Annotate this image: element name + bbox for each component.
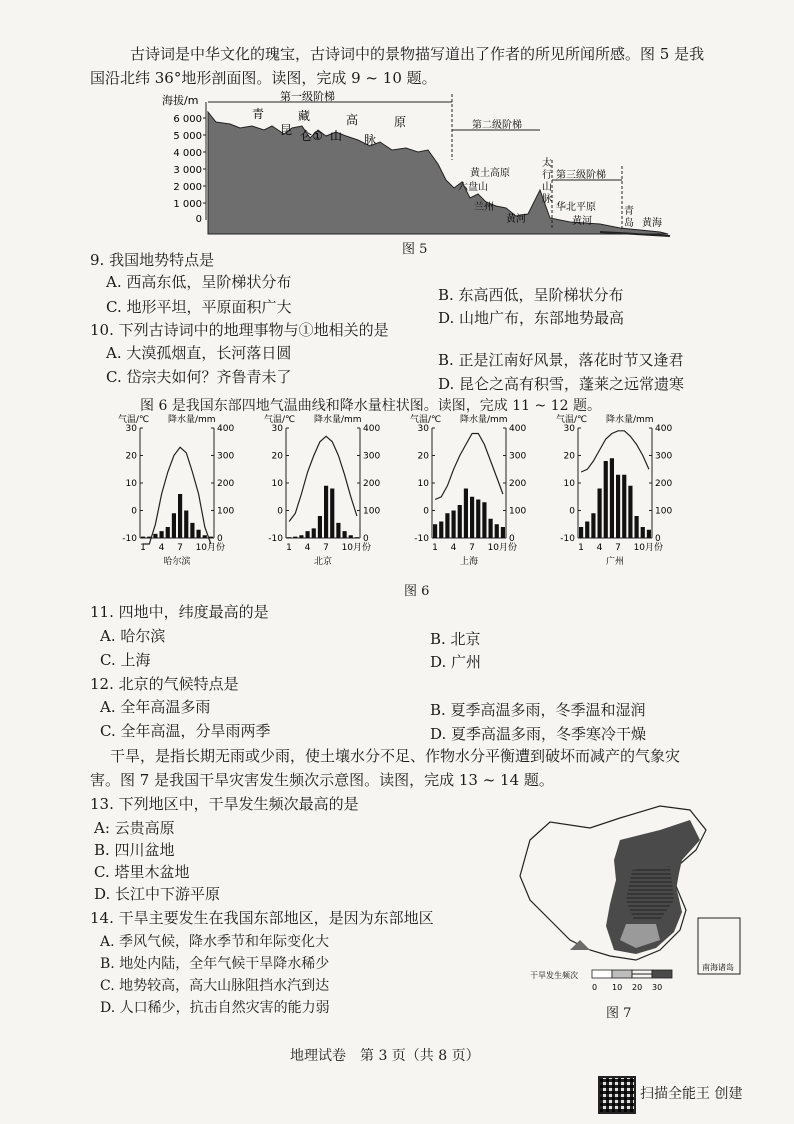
x-tick: 4	[596, 543, 603, 553]
temp-axis-label: 气温/℃	[118, 415, 150, 425]
left-tick: 20	[417, 451, 429, 462]
right-tick: 100	[363, 506, 381, 517]
precip-axis-label: 降水量/mm	[314, 415, 362, 425]
legend-label: 干旱发生频次	[530, 971, 578, 980]
fig5-label: 岛	[624, 218, 634, 229]
terrain-profile-figure	[160, 90, 680, 250]
left-tick: 10	[271, 479, 283, 489]
q13-option-a[interactable]: A: 云贵高原	[94, 819, 175, 837]
precip-axis-label: 降水量/mm	[460, 415, 508, 425]
precip-bar	[172, 513, 176, 538]
q11-option-a[interactable]: A. 哈尔滨	[100, 627, 166, 645]
left-tick: 30	[563, 424, 575, 434]
temp-axis-label: 气温/℃	[410, 415, 442, 425]
x-tick: 1	[432, 543, 438, 553]
precip-bar	[622, 475, 626, 538]
left-tick: 20	[271, 451, 283, 462]
q11-option-c[interactable]: C. 上海	[100, 651, 151, 669]
city-name: 广州	[605, 557, 625, 567]
temperature-curve	[435, 434, 503, 500]
right-tick: 200	[655, 479, 673, 489]
fig5-ytick: 4 000	[173, 148, 202, 159]
precip-bar	[641, 527, 645, 538]
q13-option-d[interactable]: D. 长江中下游平原	[94, 885, 221, 903]
precip-bar	[610, 458, 614, 538]
fig5-ylabel: 海拔/m	[162, 94, 199, 107]
q14-option-a[interactable]: A. 季风气候，降水季节和年际变化大	[100, 934, 330, 950]
precip-bar	[343, 531, 347, 538]
temperature-curve	[289, 436, 357, 521]
legend-swatch	[592, 970, 612, 978]
precip-bar	[160, 531, 164, 538]
q9-option-c[interactable]: C. 地形平坦，平原面积广大	[106, 298, 292, 316]
fig5-label: 脉	[364, 133, 377, 147]
fig6-caption: 图 6	[404, 584, 430, 599]
temperature-curve	[143, 447, 211, 544]
fig5-label: 行	[542, 170, 552, 181]
right-tick: 100	[509, 506, 527, 517]
fig5-label: 原	[394, 115, 407, 129]
fig5-label: 黄土高原	[470, 168, 510, 179]
left-tick: 20	[563, 451, 575, 462]
precip-bar	[318, 516, 322, 538]
left-tick: 10	[563, 479, 575, 489]
right-tick: 300	[217, 451, 235, 462]
climate-chart-北京	[264, 414, 380, 567]
x-tick: 10月份	[633, 543, 664, 553]
x-tick: 1	[286, 543, 292, 553]
climate-chart-上海	[410, 414, 526, 567]
x-tick: 10月份	[195, 543, 226, 553]
fig5-ytick: 3 000	[173, 165, 202, 176]
fig5-label-circle1: ①	[312, 129, 323, 143]
right-tick: 200	[509, 479, 527, 489]
right-tick: 400	[655, 424, 673, 434]
q12-stem: 12. 北京的气候特点是	[90, 675, 239, 693]
precip-bar	[591, 513, 595, 538]
city-name: 上海	[459, 557, 479, 567]
precip-bar	[579, 527, 583, 538]
precip-bar	[433, 524, 437, 538]
precip-bar	[166, 527, 170, 538]
fig5-step2: 第二级阶梯	[472, 120, 522, 131]
right-tick: 400	[363, 424, 381, 434]
x-tick: 1	[578, 543, 584, 553]
city-name: 北京	[313, 557, 333, 567]
fig5-label: 仑	[300, 129, 313, 143]
precip-bar	[209, 537, 213, 538]
left-tick: -10	[414, 534, 429, 544]
precip-bar	[336, 523, 340, 538]
fig5-label: 脉	[542, 194, 552, 205]
fig5-label: 青	[252, 107, 265, 121]
fig5-label: 昆	[280, 123, 293, 137]
precip-bar	[141, 537, 145, 538]
fig5-step3: 第三级阶梯	[556, 170, 606, 181]
temp-axis-label: 气温/℃	[556, 415, 588, 425]
precip-bar	[306, 531, 310, 538]
left-tick: 10	[417, 479, 429, 489]
fig5-label: 黄河	[506, 214, 526, 225]
q12-option-a[interactable]: A. 全年高温多雨	[100, 698, 211, 716]
legend-swatch	[632, 970, 652, 978]
fig5-label: 黄河	[572, 216, 592, 227]
left-tick: -10	[560, 534, 575, 544]
q9-option-a[interactable]: A. 西高东低，呈阶梯状分布	[106, 273, 292, 291]
left-tick: 30	[417, 424, 429, 434]
right-tick: 400	[217, 424, 235, 434]
left-tick: 10	[125, 479, 137, 489]
q10-stem: 10. 下列古诗词中的地理事物与①地相关的是	[90, 321, 389, 339]
precip-bar	[178, 494, 182, 538]
temp-axis-label: 气温/℃	[264, 415, 296, 425]
precip-bar	[598, 489, 602, 539]
fig5-label: 山	[330, 129, 343, 143]
x-tick: 4	[304, 543, 311, 553]
right-tick: 100	[217, 506, 235, 517]
q10-option-b[interactable]: B. 正是江南好风景，落花时节又逢君	[438, 351, 684, 369]
intro3-line2: 害。图 7 是我国干旱灾害发生频次示意图。读图，完成 13 ~ 14 题。	[90, 771, 554, 789]
right-tick: 0	[509, 534, 515, 544]
intro2-text: 图 6 是我国东部四地气温曲线和降水量柱状图。读图，完成 11 ~ 12 题。	[140, 398, 601, 414]
precip-bar	[153, 534, 157, 538]
fig5-label: 兰州	[474, 202, 494, 213]
left-tick: 30	[271, 424, 283, 434]
qr-code-icon	[598, 1076, 636, 1114]
legend-tick: 0	[592, 983, 598, 992]
q12-option-b[interactable]: B. 夏季高温多雨，冬季温和湿润	[430, 701, 646, 719]
precip-bar	[445, 513, 449, 538]
precip-bar	[604, 461, 608, 538]
climate-charts-figure	[118, 414, 718, 584]
fig7-caption: 图 7	[606, 1006, 632, 1021]
precip-bar	[312, 528, 316, 538]
q14-option-c[interactable]: C. 地势较高，高大山脉阻挡水汽到达	[100, 978, 330, 994]
left-tick: -10	[268, 534, 283, 544]
right-tick: 300	[363, 451, 381, 462]
x-tick: 7	[177, 543, 183, 553]
right-tick: 300	[655, 451, 673, 462]
legend-tick: 20	[632, 983, 643, 992]
precip-bar	[501, 527, 505, 538]
legend-swatch	[612, 970, 632, 978]
precip-bar	[489, 519, 493, 538]
q10-option-a[interactable]: A. 大漠孤烟直，长河落日圆	[106, 344, 292, 362]
fig5-label: 高	[346, 113, 359, 127]
precip-bar	[635, 516, 639, 538]
left-tick: 0	[569, 506, 575, 517]
fig5-step1: 第一级阶梯	[280, 90, 335, 103]
precip-bar	[628, 486, 632, 538]
q13-option-b[interactable]: B. 四川盆地	[94, 841, 175, 859]
climate-chart-哈尔滨	[118, 414, 234, 567]
precip-bar	[585, 522, 589, 539]
fig5-label: 黄海	[642, 218, 662, 229]
precip-bar	[476, 500, 480, 539]
q13-option-c[interactable]: C. 塔里木盆地	[94, 863, 190, 881]
drought-map-figure	[510, 800, 760, 1000]
q14-option-d[interactable]: D. 人口稀少，抗击自然灾害的能力弱	[100, 1000, 330, 1016]
precip-bar	[452, 511, 456, 539]
left-tick: -10	[122, 534, 137, 544]
precip-bar	[349, 535, 353, 538]
q13-stem: 13. 下列地区中，干旱发生频次最高的是	[90, 795, 359, 813]
right-tick: 100	[655, 506, 673, 517]
intro-text-line2: 国沿北纬 36°地形剖面图。读图，完成 9 ~ 10 题。	[90, 69, 437, 87]
q9-option-b[interactable]: B. 东高西低，呈阶梯状分布	[438, 286, 624, 304]
q11-option-b[interactable]: B. 北京	[430, 630, 481, 648]
precip-bar	[299, 535, 303, 538]
x-tick: 4	[158, 543, 165, 553]
page-footer: 地理试卷 第 3 页（共 8 页）	[290, 1048, 480, 1064]
legend-swatch	[652, 970, 672, 978]
x-tick: 7	[615, 543, 621, 553]
q12-option-c[interactable]: C. 全年高温，分旱雨两季	[100, 722, 271, 740]
x-tick: 1	[140, 543, 146, 553]
right-tick: 200	[363, 479, 381, 489]
precip-axis-label: 降水量/mm	[168, 415, 216, 425]
fig5-label: 藏	[298, 109, 311, 123]
precip-bar	[293, 537, 297, 538]
precip-bar	[482, 502, 486, 538]
scanner-watermark: 扫描全能王 创建	[640, 1086, 743, 1102]
fig5-label: 青	[624, 206, 634, 217]
precip-bar	[470, 497, 474, 538]
precip-bar	[464, 489, 468, 539]
q12-option-d[interactable]: D. 夏季高温多雨，冬季寒冷干燥	[430, 725, 647, 743]
precip-bar	[190, 523, 194, 538]
q14-stem: 14. 干旱主要发生在我国东部地区，是因为东部地区	[90, 909, 434, 927]
fig5-ytick: 2 000	[173, 182, 202, 193]
inset-label: 南海诸岛	[702, 963, 734, 972]
precip-bar	[495, 524, 499, 538]
precip-bar	[324, 486, 328, 538]
temperature-curve	[581, 431, 649, 472]
precip-bar	[203, 535, 207, 538]
climate-chart-广州	[556, 414, 672, 567]
fig5-label: 太	[542, 158, 552, 169]
precip-bar	[616, 475, 620, 538]
fig5-label: 六盘山	[458, 182, 488, 193]
right-tick: 200	[217, 479, 235, 489]
precip-bar	[439, 522, 443, 539]
left-tick: 30	[125, 424, 137, 434]
left-tick: 20	[125, 451, 137, 462]
precip-bar	[647, 530, 651, 538]
fig5-ytick: 0	[195, 214, 202, 225]
right-tick: 300	[509, 451, 527, 462]
q9-stem: 9. 我国地势特点是	[90, 251, 215, 269]
x-tick: 4	[450, 543, 457, 553]
q10-option-c[interactable]: C. 岱宗夫如何？齐鲁青未了	[106, 368, 292, 386]
fig5-ytick: 1 000	[173, 199, 202, 210]
intro-text-line1: 古诗词是中华文化的瑰宝，古诗词中的景物描写道出了作者的所见所闻所感。图 5 是我	[130, 45, 705, 63]
city-name: 哈尔滨	[163, 557, 191, 567]
precip-bar	[330, 489, 334, 539]
fig5-label: 华北平原	[556, 202, 596, 213]
q14-option-b[interactable]: B. 地处内陆，全年气候干旱降水稀少	[100, 956, 330, 972]
fig5-ytick: 5 000	[173, 131, 202, 142]
q11-option-d[interactable]: D. 广州	[430, 653, 482, 671]
precip-bar	[184, 511, 188, 539]
right-tick: 0	[363, 534, 369, 544]
fig5-ytick: 6 000	[173, 114, 202, 125]
legend-tick: 30	[652, 983, 663, 992]
x-tick: 7	[469, 543, 475, 553]
fig5-label: 山	[542, 182, 552, 193]
legend-tick: 10	[612, 983, 623, 992]
left-tick: 0	[131, 506, 137, 517]
right-tick: 0	[655, 534, 661, 544]
precip-axis-label: 降水量/mm	[606, 415, 654, 425]
q11-stem: 11. 四地中，纬度最高的是	[90, 603, 269, 621]
right-tick: 400	[509, 424, 527, 434]
precip-bar	[197, 530, 201, 538]
fig5-caption: 图 5	[402, 242, 428, 257]
precip-bar	[458, 505, 462, 538]
q10-option-d[interactable]: D. 昆仑之高有积雪，蓬莱之远常遗寒	[438, 375, 685, 393]
right-tick: 0	[217, 534, 223, 544]
intro3-line1: 干旱，是指长期无雨或少雨，使土壤水分不足、作物水分平衡遭到破坏而减产的气象灾	[110, 747, 681, 765]
x-tick: 7	[323, 543, 329, 553]
left-tick: 0	[277, 506, 283, 517]
q9-option-d[interactable]: D. 山地广布，东部地势最高	[438, 309, 625, 327]
x-tick: 10月份	[487, 543, 518, 553]
x-tick: 10月份	[341, 543, 372, 553]
precip-bar	[287, 537, 291, 538]
left-tick: 0	[423, 506, 429, 517]
precip-bar	[355, 537, 359, 538]
